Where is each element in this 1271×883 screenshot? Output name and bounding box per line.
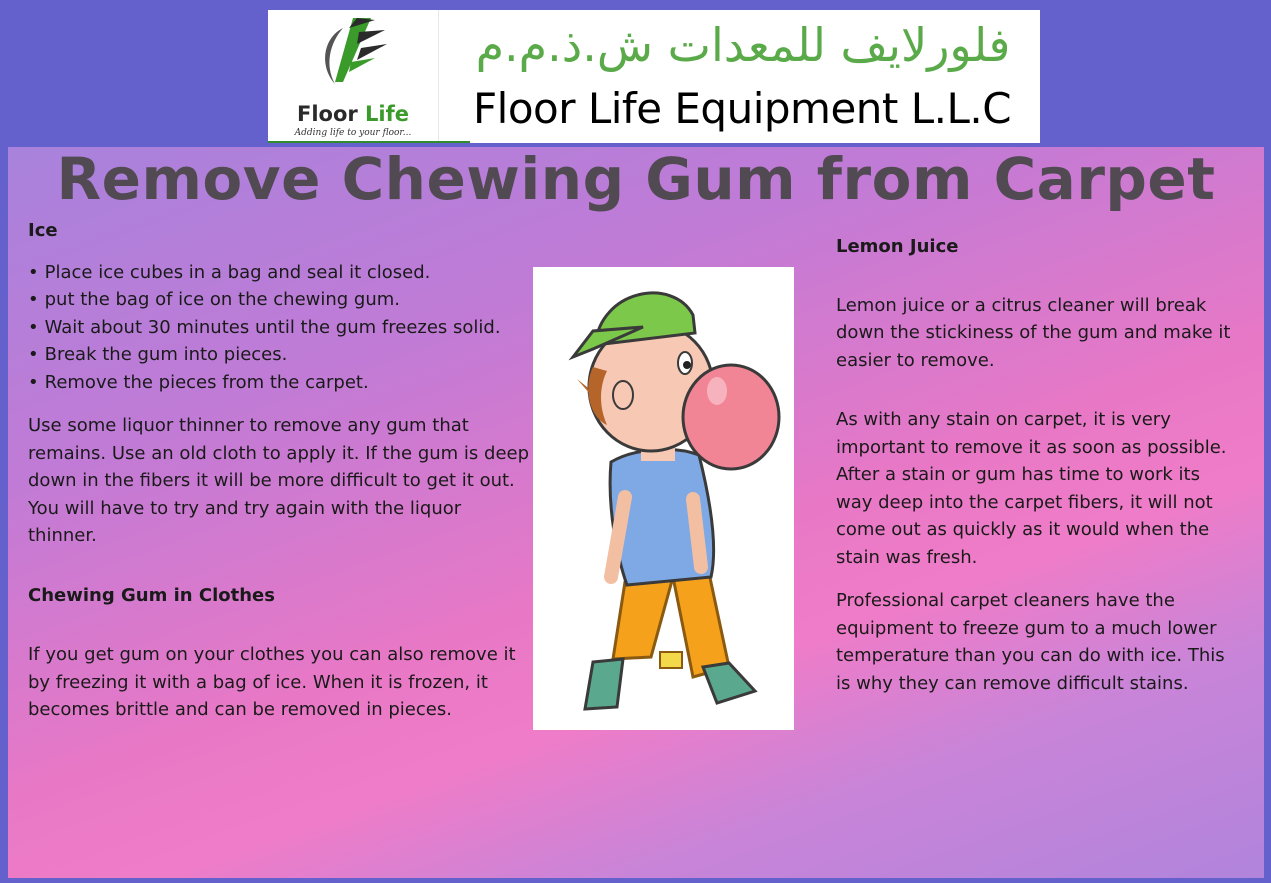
ice-steps-list <box>28 259 533 397</box>
logo-name-floor: Floor <box>296 102 366 126</box>
list-item: • Wait about 30 minutes until the gum freezes solid. <box>28 314 533 342</box>
lemon-paragraph: Lemon juice or a citrus cleaner will break down the stickiness of the gum and make it easier to remove. <box>836 294 1231 371</box>
page-title: Remove Chewing Gum from Carpet <box>56 145 1216 213</box>
clothes-heading: Chewing Gum in Clothes <box>28 584 275 606</box>
poster <box>8 147 1264 878</box>
professional-paragraph: Professional carpet cleaners have the equipment to freeze gum to a much lower temperature than you can do with ice. This is why they can remove difficult stains. <box>836 590 1225 694</box>
arabic-company-name: فلورلايف للمعدات ش.ذ.م.م <box>475 18 1011 72</box>
list-item: • Place ice cubes in a bag and seal it closed. <box>28 259 533 287</box>
clothes-paragraph: If you get gum on your clothes you can also remove it by freezing it with a bag of ice. When it is frozen, it becomes brittle and can be removed in pieces. <box>28 644 516 720</box>
thinner-paragraph: Use some liquor thinner to remove any gum that remains. Use an old cloth to apply it. If the gum is deep down in the fibers it will be more difficult to get it out. You will have to try and try again with the liquor thinner. <box>28 415 530 546</box>
list-item: • Break the gum into pieces. <box>28 341 533 369</box>
list-item: • put the bag of ice on the chewing gum. <box>28 286 533 314</box>
stain-paragraph: As with any stain on carpet, it is very important to remove it as soon as possible. After a stain or gum has time to work its way deep into the carpet fibers, it will not come out as quickly as it would when the stain was fresh. <box>836 409 1227 568</box>
logo-tagline: Adding life to your floor... <box>294 128 412 138</box>
boy-blowing-gum-icon <box>533 267 794 730</box>
header-banner <box>268 10 1040 143</box>
company-name: Floor Life Equipment L.L.C <box>473 84 1012 133</box>
list-item: • Remove the pieces from the carpet. <box>28 369 533 397</box>
right-column <box>836 233 1236 697</box>
leaf-logo-icon <box>313 14 393 102</box>
ice-heading: Ice <box>28 220 58 241</box>
lemon-heading: Lemon Juice <box>836 236 959 257</box>
logo-name <box>268 102 438 126</box>
floor-life-logo <box>268 10 439 143</box>
left-column <box>28 217 533 724</box>
logo-name-life: Life <box>365 102 410 126</box>
logo-underline <box>268 141 470 143</box>
boy-bubble-gum-illustration <box>533 267 794 730</box>
